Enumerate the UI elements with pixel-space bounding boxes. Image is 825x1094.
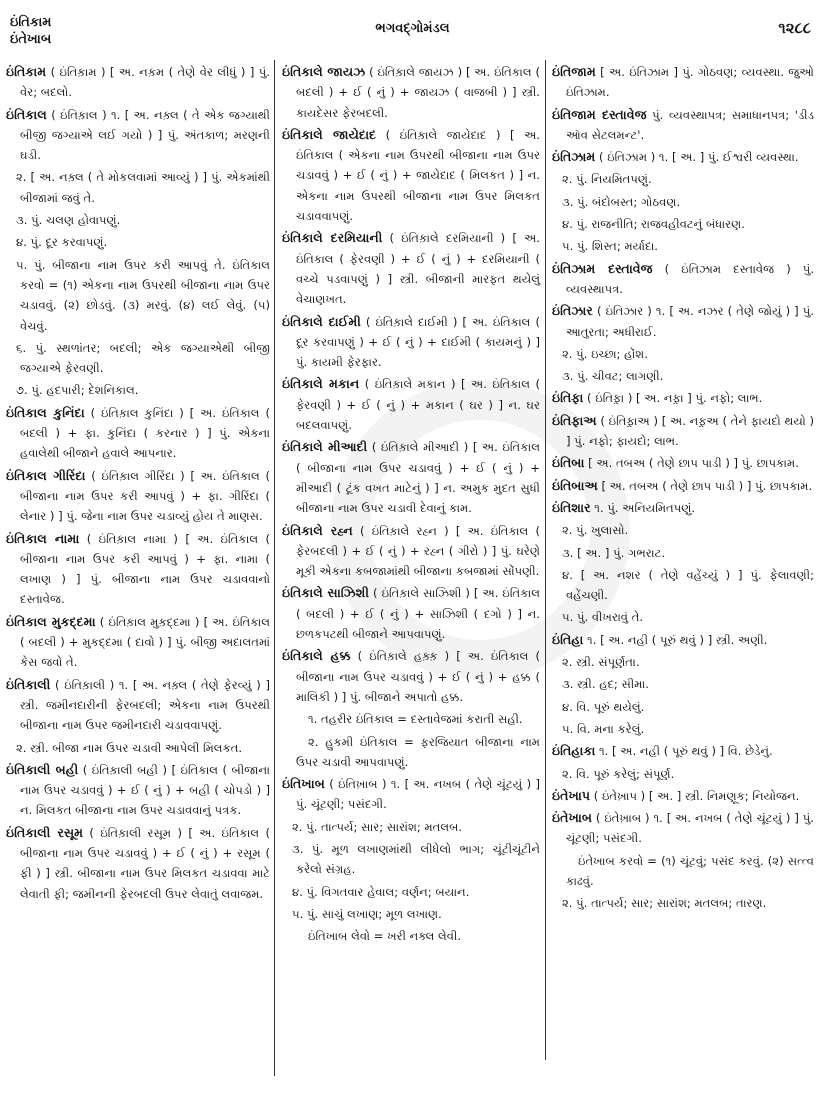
dictionary-entry	[6, 760, 270, 821]
headword: ઇંતિકાલે દરમિયાની	[282, 230, 383, 246]
dictionary-entry	[552, 301, 814, 342]
definition-text: ૪. [ અ. નશર ( તેણે વહેંચ્યું ) ] પું. ફેલાવણી; વહેંચણી.	[562, 567, 814, 603]
definition-text: ૭. પું. હદપારી; દેશનિકાલ.	[16, 383, 139, 398]
headword: ઇંતિબા	[552, 455, 585, 471]
headword: ઇંતિશાર	[552, 499, 591, 515]
dictionary-entry	[282, 312, 540, 373]
definition-text: ( ઇંતેખ઼ાબ ) ૧. [ અ. નખબ ( તેણે ચૂંટયું ) ] પું. ચૂંટણી; પસંદગી.	[566, 811, 814, 846]
headword: ઇંતિકાલ કુનિંદા	[6, 404, 85, 420]
headword: ઇંતિકાલે હક્ક	[282, 648, 351, 664]
sense-line	[552, 565, 814, 606]
sense-line	[282, 839, 540, 880]
sense-line	[282, 882, 540, 902]
definition-text: ૨. પું. ઇચ્છા; હોંશ.	[562, 346, 648, 361]
definition-text: ( ઇંતિક઼ાલે દરમિયાની ) [ અ. ઇંતિકાલ ( ફેરવણી ) + ઈ ( નું ) + દરમિયાની ( વચ્ચે પડવાપણું ) ] સ્ત્રી. બીજાની મારફત થયેલું વેચાણખત.	[296, 231, 540, 307]
definition-text: ૨. વિ. પૂરું કરેલું; સંપૂર્ણ.	[562, 766, 675, 781]
definition-text: ૨. પું. તાત્પર્ય; સાર; સારાંશ; મતલબ; તારણ.	[562, 896, 767, 911]
usage-line	[282, 709, 540, 729]
definition-text: ઇંતિખાબ લેવો = ખરી નક્લ લેવી.	[308, 929, 462, 944]
column-divider	[545, 60, 546, 1060]
sense-line	[6, 338, 270, 379]
dictionary-entry	[552, 62, 814, 103]
headword: ઇંતિકાલે જાયઝ	[282, 64, 366, 79]
definition-text: [ અ. તબઅ ( તેણે છાપ પાડી ) ] પું. છાપકામ.	[597, 478, 813, 493]
definition-text: ૩. [ અ. ] પું. ગભરાટ.	[562, 545, 666, 560]
definition-text: ૪. પું. રાજનીતિ; રાજવહીવટનું બંધારણ.	[562, 217, 745, 232]
definition-text: ( ઇંતિક઼ાલે સાઝિશી ) [ અ. ઇંતિકાલ ( બદલી ) + ઈ ( નું ) + સાઝિશી ( દગો ) ] ન. છળકપટથી બીજાને આપવાપણું.	[296, 586, 540, 642]
definition-text: પું. વ્યવસ્થાપત્ર; સમાધાનપત્ર; 'ડીડ ઑવ સેટલમન્ટ'.	[566, 107, 814, 142]
dictionary-entry	[6, 105, 270, 166]
definition-text: ૫. પું. બીજાના નામ ઉપર કરી આપવું તે. ઇંતિકાલ કરવો = (૧) એકના નામ ઉપરથી બીજાના નામ ઉપર ચડાવવું. (૨) છોડવું. (૩) મરવું. (૪) લઈ લેવું. (૫) વેચવું.	[16, 257, 270, 333]
sense-line	[552, 169, 814, 189]
sense-line	[552, 607, 814, 627]
definition-text: ૨. પું. નિયમિતપણું.	[562, 172, 652, 187]
usage-line	[282, 732, 540, 773]
headword: ઇંતિકાલ	[6, 106, 47, 122]
sense-line	[552, 236, 814, 256]
definition-text: ૧. પું. અનિયમિતપણું.	[590, 500, 696, 515]
dictionary-entry	[552, 498, 814, 518]
definition-text: ( ઇંતિક઼ાલે જાયઝ ) [ અ. ઇંતિકાલ ( બદલી ) + ઈ ( નું ) + જાયઝ ( વાજબી ) ] સ્ત્રી. કાયદેસર ફેરબદલી.	[296, 65, 540, 120]
headword: ઇંતિકામ	[6, 64, 47, 79]
book-title: ભગવદ્ગોમંડલ	[375, 21, 450, 36]
dictionary-entry	[282, 521, 540, 582]
definition-text: ૫. પું. વીખરાવું તે.	[562, 610, 644, 625]
definition-text: ૩. પું. ચલણ હોવાપણું.	[16, 213, 121, 228]
sense-line	[552, 344, 814, 364]
sense-line	[552, 893, 814, 913]
definition-text: ( ઇંતિક઼ાલી રસૂમ ) [ અ. ઇંતિકાલ ( બીજાના નામ ઉપર ચડાવવું ) + ઈ ( નું ) + રસૂમ ( ફી ) ] સ્ત્રી. બીજાના નામ ઉપર મિલકત ચડાવવા માટે લેવાતી ફી; જમીનની ફેરબદલી ઉપર લેવાતું લવાજમ.	[20, 825, 270, 901]
sense-line	[6, 167, 270, 208]
dictionary-entry	[6, 675, 270, 736]
dictionary-entry	[282, 583, 540, 644]
definition-text: ૨. સ્ત્રી. બીજા નામ ઉપર ચડાવી આપેલી મિલકત.	[16, 740, 243, 755]
definition-text: ( ઇંતિક઼ાલ નામા ) [ અ. ઇંતિકાલ ( બીજાના નામ ઉપર કરી આપવું ) + ફા. નામા ( લખાણ ) ] પું. બીજાના નામ ઉપર ચડાવવાનો દસ્તાવેજ.	[20, 531, 270, 607]
headword: ઇંતિકાલે સાઝિશી	[282, 585, 369, 601]
sense-line	[6, 738, 270, 758]
dictionary-entry	[282, 646, 540, 707]
definition-text: ૪. પું. દૂર કરવાપણું.	[16, 235, 108, 250]
headword: ઇંતિબાઅ	[552, 477, 598, 493]
dictionary-entry	[6, 466, 270, 527]
sense-line	[552, 520, 814, 540]
sense-line	[6, 380, 270, 400]
column-1	[6, 62, 270, 906]
usage-line	[282, 926, 540, 946]
dictionary-entry	[282, 774, 540, 815]
page-number: ૧૨૮૮	[778, 19, 811, 37]
headword: ઇંતિખાબ	[282, 776, 325, 792]
dictionary-entry	[552, 411, 814, 452]
sense-line	[6, 255, 270, 336]
definition-text: ૩. પું. મૂળ લખાણમાંથી લીધેલો ભાગ; ચૂંટીચૂંટીને કરેલો સંગ્રહ.	[292, 841, 540, 877]
definition-text: ( ઇંતિઝાર ) ૧. [ અ. નઝર ( તેણે જોયું ) ] પું. આતુરતા; અધીરાઈ.	[566, 304, 814, 339]
headword: ઇંતિઝામ દસ્તાવેજ	[552, 260, 653, 276]
headword: ઇંતિકાલે મકાન	[282, 376, 360, 392]
sense-line	[552, 214, 814, 234]
dictionary-entry	[552, 476, 814, 496]
headword: ઇંતિકાલે રહ્ન	[282, 522, 353, 538]
definition-text: ( ઇંતિઝામ દસ્તાવેજ ) પું. વ્યવસ્થાપત્ર.	[566, 261, 815, 296]
column-3	[552, 62, 814, 916]
headword: ઇંતિકાલી	[6, 676, 51, 692]
headword: ઇંતેખાબ	[552, 810, 592, 826]
definition-text: ( ઇંતિક઼ામ ) [ અ. નક઼મ ( તેણે વેર લીધું ) ] પું. વેર; બદલો.	[20, 65, 270, 100]
headword: ઇંતિકાલ ગીરિંદા	[6, 467, 86, 483]
sense-line	[282, 904, 540, 924]
sense-line	[552, 764, 814, 784]
sense-line	[282, 817, 540, 837]
dictionary-entry	[552, 259, 814, 300]
dictionary-entry	[6, 403, 270, 464]
sense-line	[6, 232, 270, 252]
dictionary-entry	[552, 786, 814, 806]
definition-text: ( ઇંતિક઼ાલે દાઈમી ) [ અ. ઇંતિકાલ ( દૂર કરવાપણું ) + ઈ ( નું ) + દાઈમી ( કાયમનું ) ] પું. કાયમી ફેરફાર.	[296, 314, 540, 370]
dictionary-entry	[282, 437, 540, 518]
definition-text: ( ઇંતિક઼ાલે હક઼્ક઼ ) [ અ. ઇંતિકાલ ( બીજાના નામ ઉપર ચડાવવું ) + ઈ ( નું ) + હક્ક ( માલિકી ) ] પું. બીજાને અપાતો હક્ક.	[296, 649, 540, 704]
headword: ઇંતિફાઅ	[552, 412, 597, 428]
dictionary-entry	[282, 228, 540, 309]
headword: ઇંતિકાલી રસૂમ	[6, 824, 84, 840]
headword: ઇંતિકાલે દાઈમી	[282, 313, 361, 329]
sense-line	[552, 192, 814, 212]
headword: ઇંતિહા	[552, 631, 584, 647]
definition-text: ૨. હુકમી ઇંતિકાલ = ફરજિયાત બીજાના નામ ઉપર ચડાવી આપવાપણું.	[296, 734, 540, 769]
headword: ઇંતિકાલે જાયેદાદ	[282, 126, 377, 142]
dictionary-entry	[552, 453, 814, 473]
headword: ઇંતિઝાર	[552, 303, 593, 319]
sense-line	[552, 543, 814, 563]
dictionary-entry	[552, 741, 814, 761]
definition-text: ૪. વિ. પૂરું થયેલું.	[562, 699, 645, 714]
definition-text: ૨. [ અ. નક઼્લ ( તે મોકલવામાં આવ્યું ) ] પું. એકમાંથી બીજામાં જવું તે.	[16, 170, 270, 205]
definition-text: ( ઇંતિક઼ાલ ગીરિંદા ) [ અ. ઇંતિકાલ ( બીજાના નામ ઉપર કરી આપવું ) + ફા. ગીરિંદા ( લેનાર ) ] પું. જેના નામ ઉપર ચડાવ્યું હોય તે માણસ.	[20, 468, 270, 524]
definition-text: ( ઇંતિક઼ાલે મીઆદી ) [ અ. ઇંતિકાલ ( બીજાના નામ ઉપર ચડાવવું ) + ઈ ( નું ) + મીઆદી ( ટૂંક વખત માટેનું ) ] ન. અમુક મુદત સુધી બીજાના નામ ઉપર ચડાવી દેવાનું કામ.	[296, 440, 540, 516]
definition-text: ૬. પું. સ્થળાંતર; બદલી; એક જગ્યાએથી બીજી જગ્યાએ ફેરવણી.	[16, 340, 270, 376]
definition-text: ( ઇંતિક઼ાલ ) ૧. [ અ. નક઼્લ ( તે એક જગ્યાથી બીજી જગ્યાએ લઈ ગયો ) ] પું. અંતકાળ; મરણની ઘડી.	[20, 107, 270, 163]
definition-text: ૧. તહરીર ઇંતિકાલ = દસ્તાવેજમાં કરાતી સહી.	[308, 712, 523, 727]
headword: ઇંતિકાલ મુકદ્દમા	[6, 613, 96, 629]
dictionary-entry	[6, 612, 270, 673]
definition-text: ( ઇંતિફ઼ા ) [ અ. નફ઼ા ] પું. નફો; લાભ.	[583, 391, 763, 406]
dictionary-entry	[6, 823, 270, 904]
headword: ઇંતિફા	[552, 390, 584, 406]
column-2	[282, 62, 540, 948]
headword: ઇંતિઝામ	[552, 149, 596, 165]
sense-line	[552, 674, 814, 694]
definition-text: ૨. પું. તાત્પર્ય; સાર; સારાંશ; મતલબ.	[292, 819, 463, 834]
dictionary-entry	[282, 125, 540, 226]
dictionary-entry	[6, 529, 270, 610]
dictionary-entry	[552, 105, 814, 146]
guide-word-last: ઇંતેખાબ	[10, 32, 52, 47]
definition-text: ( ઇંતિક઼ાલે રહ્ન ) [ અ. ઇંતિકાલ ( ફેરબદલી ) + ઈ ( નું ) + રહ્ન ( ગીરો ) ] પું. ઘરેણે મૂકી એકના કબજામાંથી બીજાના કબજામાં સોંપણી.	[296, 523, 541, 579]
definition-text: ( ઇંતિક઼ાલ કુનિંદા ) [ અ. ઇંતિકાલ ( બદલી ) + ફા. કુનિંદા ( કરનાર ) ] પું. એકના હવાલેથી બીજાને હવાલે આપનાર.	[20, 405, 270, 461]
dictionary-entry	[552, 630, 814, 650]
dictionary-entry	[552, 388, 814, 408]
definition-text: ( ઇંતિખ઼ાબ ) ૧. [ અ. નખબ ( તેણે ચૂંટયું ) ] પું. ચૂંટણી; પસંદગી.	[296, 777, 540, 812]
definition-text: ૩. સ્ત્રી. હદ; સીમા.	[562, 677, 649, 692]
sense-line	[552, 652, 814, 672]
definition-text: ( ઇંતિઝામ ) ૧. [ અ. ] પું. ઈશ્વરી વ્યવસ્થા.	[595, 150, 799, 165]
definition-text: ( ઇંતિક઼ાલી બહી ) [ ઇંતિકાલ ( બીજાના નામ ઉપર ચડાવવું ) + ઈ ( નું ) + બહી ( ચોપડો ) ] ન. મિલકત બીજાના નામ ઉપર ચડાવવાનું પત્રક.	[20, 762, 270, 818]
dictionary-entry	[282, 62, 540, 123]
definition-text: ( ઇંતિફ઼ાઅ ) [ અ. નફ઼અ ( તેને ફાયદો થયો ) ] પું. નફો; ફાયદો; લાભ.	[566, 413, 814, 449]
definition-text: ( ઇંતિક઼ાલ મુક઼દ્દમા ) [ અ. ઇંતિકાલ ( બદલી ) + મુકદ્દમા ( દાવો ) ] પું. બીજી અદાલતમાં કેસ જવો તે.	[20, 614, 270, 670]
definition-text: [ અ. તબઅ ( તેણે છાપ પાડી ) ] પું. છાપકામ.	[584, 456, 799, 471]
headword: ઇંતિકાલ નામા	[6, 530, 80, 546]
usage-line	[552, 851, 814, 892]
guide-word-first: ઇંતિકામ	[10, 15, 52, 30]
dictionary-entry	[552, 147, 814, 167]
headword: ઇંતિજામ	[552, 64, 596, 79]
definition-text: ( ઇંતિક઼ાલી ) ૧. [ અ. નક઼્લ ( તેણે ફેરવ્યું ) ] સ્ત્રી. જમીનદારીની ફેરબદલી; એકના નામ ઉપરથી બીજાના નામ ઉપર જમીનદારી ચડાવવાપણું.	[20, 677, 270, 733]
headword: ઇંતેખાપ	[552, 787, 591, 803]
sense-line	[552, 366, 814, 386]
definition-text: ( ઇંતિક઼ાલે જાયેદાદ ) [ અ. ઇંતિકાલ ( એકના નામ ઉપરથી બીજાના નામ ઉપર ચડાવવું ) + ઈ ( નું ) + જાયેદાદ ( મિલકત ) ] ન. એકના નામ ઉપરથી બીજાના નામ ઉપર મિલકત ચડાવવાપણું.	[296, 127, 540, 224]
dictionary-entry	[552, 808, 814, 849]
headword: ઇંતિહાકા	[552, 743, 596, 759]
definition-text: ૨. સ્ત્રી. સંપૂર્ણતા.	[562, 655, 640, 670]
definition-text: ૧. [ અ. નહી ( પૂરું થવું ) ] સ્ત્રી. અણી.	[583, 632, 768, 647]
dictionary-entry	[6, 62, 270, 103]
definition-text: ૨. પું. ખુલાસો.	[562, 523, 629, 538]
headword: ઇંતિજામ દસ્તાવેજ	[552, 106, 647, 122]
sense-line	[552, 719, 814, 739]
definition-text: ૩. પું. ચીવટ; લાગણી.	[562, 369, 664, 384]
definition-text: ( ઇંતિક઼ાલે મકાન ) [ અ. ઇંતિકાલ ( ફેરવણી ) + ઈ ( નું ) + મકાન ( ઘર ) ] ન. ઘર બદલવાપણું.	[296, 377, 540, 433]
dictionary-entry	[282, 374, 540, 435]
definition-text: ૫. વિ. મના કરેલું.	[562, 721, 645, 736]
definition-text: ૫. પું. શિસ્ત; મર્યાદા.	[562, 239, 658, 254]
definition-text: ઇંતેખાબ કરવો = (૧) ચૂંટવું; પસંદ કરવું. (૨) સત્ત્વ કાઢવું.	[566, 853, 814, 888]
headword: ઇંતિકાલે મીઆદી	[282, 439, 368, 455]
sense-line	[552, 697, 814, 717]
definition-text: ૩. પું. બંદોબસ્ત; ગોઠવણ.	[562, 194, 681, 209]
definition-text: ૧. [ અ. નહી ( પૂરું થવું ) ] વિ. છેડેનું.	[595, 744, 773, 759]
column-divider	[274, 60, 275, 1076]
definition-text: ૫. પું. સાચું લખાણ; મૂળ લખાણ.	[292, 906, 442, 921]
definition-text: ૪. પું. વિગતવાર હેવાલ; વર્ણન; બયાન.	[292, 884, 470, 899]
sense-line	[6, 210, 270, 230]
definition-text: ( ઇંતેખ઼ાપ ) [ અ. ] સ્ત્રી. નિમણૂક; નિયોજન.	[590, 788, 800, 803]
headword: ઇંતિકાલી બહી	[6, 761, 79, 777]
definition-text: [ અ. ઇંતિઝામ ] પું. ગોઠવણ; વ્યવસ્થા. જુઓ ઇંતિઝામ.	[566, 65, 814, 100]
